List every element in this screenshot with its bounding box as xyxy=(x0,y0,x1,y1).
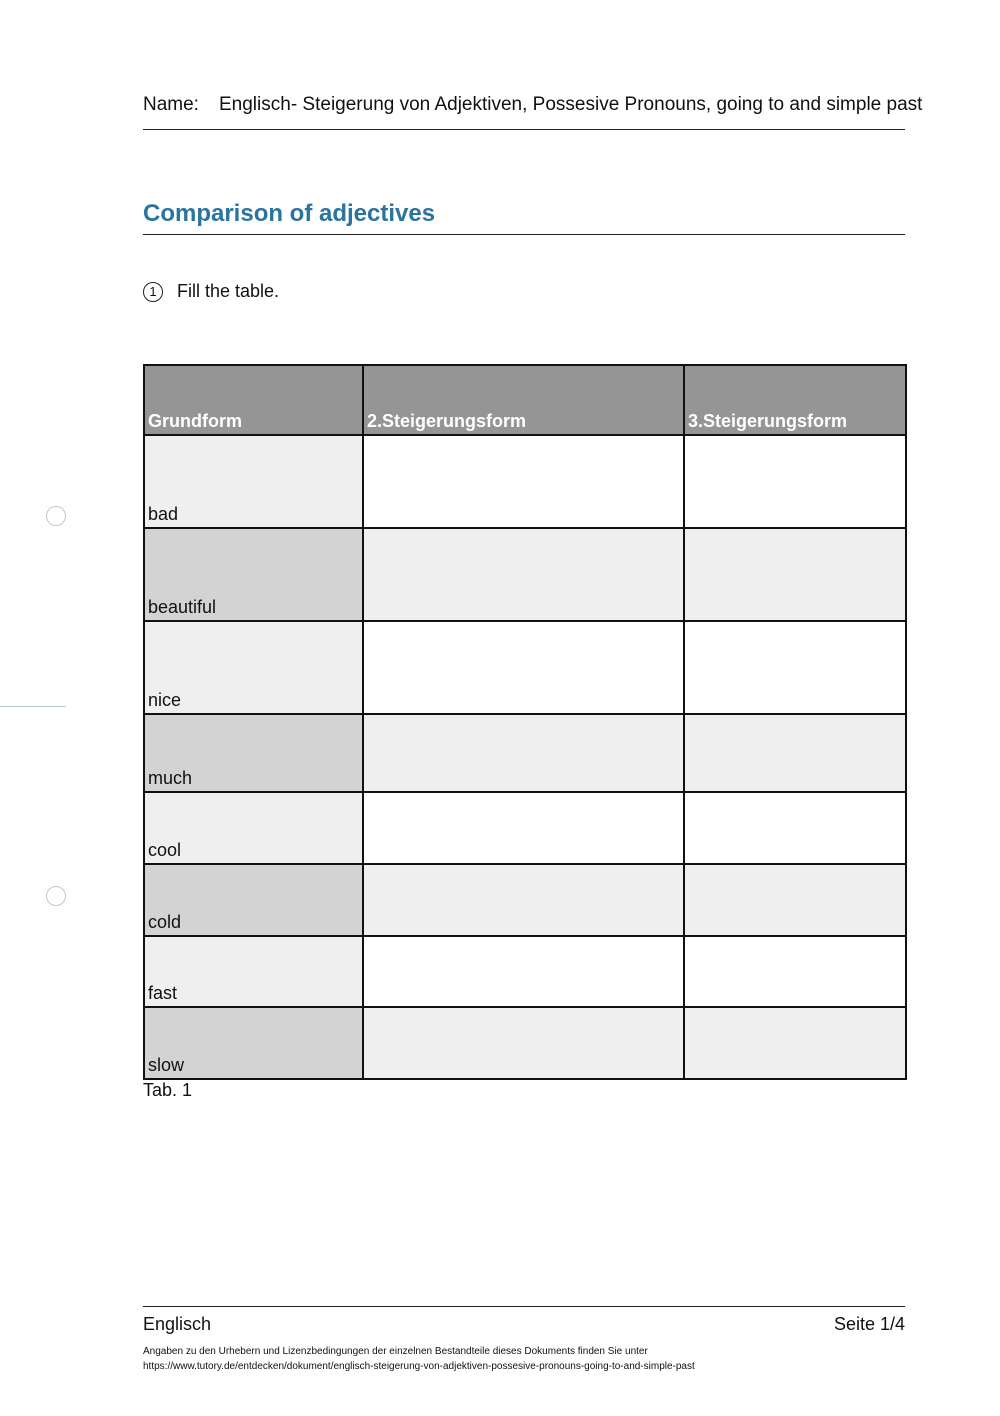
task-instruction: Fill the table. xyxy=(177,281,280,301)
table-cell-answer[interactable] xyxy=(363,936,684,1007)
page-header xyxy=(143,94,923,116)
document-title: Englisch- Steigerung von Adjektiven, Possesive Pronouns, going to and simple past xyxy=(219,94,923,115)
table-cell-answer[interactable] xyxy=(684,528,906,621)
name-label: Name: xyxy=(143,94,199,115)
footer-license-link[interactable]: https://www.tutory.de/entdecken/dokument/englisch-steigerung-von-adjektiven-possesive-pronouns-going-to-and-simple-past xyxy=(143,1361,695,1372)
task-number-circle: 1 xyxy=(143,282,163,302)
table-caption: Tab. 1 xyxy=(143,1080,193,1100)
footer-subject: Englisch xyxy=(143,1314,212,1334)
table-cell-answer[interactable] xyxy=(363,435,684,528)
table-cell-answer[interactable] xyxy=(684,936,906,1007)
table-cell-answer[interactable] xyxy=(363,792,684,864)
table-row xyxy=(144,621,906,714)
table-cell-grundform: fast xyxy=(144,936,363,1007)
footer-license-note xyxy=(143,1344,695,1374)
fold-mark xyxy=(0,706,66,707)
table-header-row xyxy=(144,365,906,435)
table-cell-answer[interactable] xyxy=(363,621,684,714)
table-cell-answer[interactable] xyxy=(684,714,906,792)
table-cell-answer[interactable] xyxy=(363,864,684,936)
table-cell-grundform: cool xyxy=(144,792,363,864)
section-title: Comparison of adjectives xyxy=(143,200,436,227)
punch-hole-mark-bottom xyxy=(46,886,66,906)
table-cell-grundform: beautiful xyxy=(144,528,363,621)
table-cell-answer[interactable] xyxy=(684,1007,906,1079)
task xyxy=(143,281,279,302)
column-header-grundform: Grundform xyxy=(144,365,363,435)
table-row xyxy=(144,1007,906,1079)
table-cell-grundform: much xyxy=(144,714,363,792)
table-cell-answer[interactable] xyxy=(684,435,906,528)
table-cell-grundform: nice xyxy=(144,621,363,714)
section-divider xyxy=(143,234,905,235)
table-cell-answer[interactable] xyxy=(363,528,684,621)
table-cell-answer[interactable] xyxy=(684,792,906,864)
table-row xyxy=(144,864,906,936)
table-row xyxy=(144,714,906,792)
column-header-steigerungsform-3: 3.Steigerungsform xyxy=(684,365,906,435)
header-divider xyxy=(143,129,905,130)
adjective-table xyxy=(143,364,907,1080)
footer-page-number: Seite 1/4 xyxy=(833,1314,905,1334)
table-cell-answer[interactable] xyxy=(363,1007,684,1079)
punch-hole-mark-top xyxy=(46,506,66,526)
table-row xyxy=(144,528,906,621)
table-cell-answer[interactable] xyxy=(684,621,906,714)
table-cell-grundform: slow xyxy=(144,1007,363,1079)
column-header-steigerungsform-2: 2.Steigerungsform xyxy=(363,365,684,435)
table-cell-grundform: bad xyxy=(144,435,363,528)
footer-license-text: Angaben zu den Urhebern und Lizenzbedingungen der einzelnen Bestandteile dieses Dokuments finden Sie unter xyxy=(143,1346,648,1357)
table-cell-answer[interactable] xyxy=(684,864,906,936)
table-cell-answer[interactable] xyxy=(363,714,684,792)
table-row xyxy=(144,435,906,528)
table-cell-grundform: cold xyxy=(144,864,363,936)
footer-divider xyxy=(143,1306,905,1307)
table-row xyxy=(144,936,906,1007)
table-row xyxy=(144,792,906,864)
